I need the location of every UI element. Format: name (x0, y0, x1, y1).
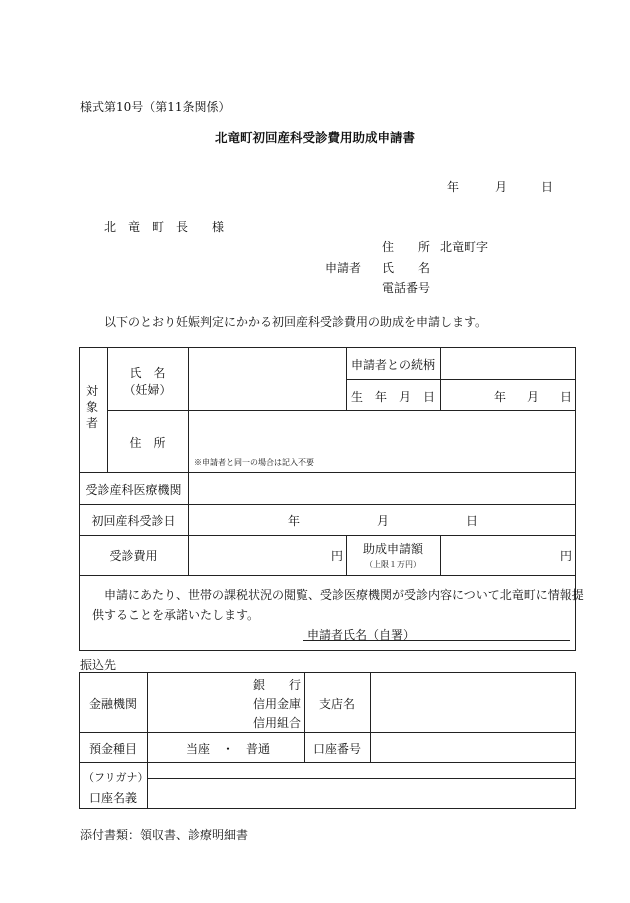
signature-label: 申請者氏名（自署） (307, 628, 416, 642)
account-type-label: 預金種目 (88, 742, 137, 756)
account-name-label: 口座名義 (88, 791, 137, 805)
date-day-label: 日 (541, 180, 554, 194)
applicant-phone-label: 電話番号 (382, 281, 431, 295)
attachments-note: 添付書類：領収書、診療明細書 (80, 828, 249, 842)
visit-year-label: 年 (288, 514, 301, 528)
visit-date-label: 初回産科受診日 (91, 514, 176, 528)
request-amount-unit: 円 (560, 549, 573, 563)
applicant-address-value[interactable]: 北竜町字 (440, 240, 489, 254)
subject-name-label: 氏 名 (129, 366, 166, 380)
birth-day-label: 日 (560, 390, 573, 404)
bank-section-label: 振込先 (80, 658, 117, 672)
subject-label: 対象者 (86, 384, 99, 430)
birth-date-label: 生 年 月 日 (350, 390, 435, 404)
cost-unit: 円 (331, 549, 344, 563)
addressee: 北 竜 町 長 様 (104, 220, 225, 234)
applicant-address-label: 住 所 (382, 240, 431, 254)
address-note: ※申請者と同一の場合は記入不要 (194, 458, 314, 467)
bank-type-shinkin[interactable]: 信用金庫 (253, 697, 302, 711)
bank-type-kumiai[interactable]: 信用組合 (253, 716, 302, 730)
consent-line-2: 供することを承諾いたします。 (92, 608, 260, 622)
clinic-label: 受診産科医療機関 (85, 483, 182, 497)
birth-month-label: 月 (527, 390, 540, 404)
birth-year-label: 年 (494, 390, 507, 404)
visit-month-label: 月 (377, 514, 390, 528)
request-amount-label: 助成申請額 (362, 542, 423, 556)
form-number: 様式第10号（第11条関係） (80, 100, 231, 114)
bank-type-bank[interactable]: 銀 行 (253, 678, 302, 692)
relation-label: 申請者との続柄 (350, 358, 435, 372)
visit-day-label: 日 (466, 514, 479, 528)
institution-label: 金融機関 (88, 697, 137, 711)
page-title: 北竜町初回産科受診費用助成申請書 (214, 130, 415, 145)
account-type-options[interactable]: 当座 ・ 普通 (186, 742, 271, 756)
request-amount-sub: （上限１万円） (365, 560, 421, 569)
furigana-label: （フリガナ） (83, 771, 149, 784)
date-year-label: 年 (447, 180, 460, 194)
furigana-field[interactable] (148, 763, 575, 778)
subject-address-label: 住 所 (129, 436, 166, 450)
account-number-field[interactable] (371, 733, 575, 762)
subject-name-sub: （妊婦） (123, 383, 172, 397)
account-number-label: 口座番号 (312, 742, 361, 756)
consent-line-1: 申請にあたり、世帯の課税状況の閲覧、受診医療機関が受診内容について北竜町に情報提 (104, 588, 584, 602)
cost-label: 受診費用 (109, 549, 158, 563)
applicant-label: 申請者 (325, 261, 362, 275)
intro-text: 以下のとおり妊娠判定にかかる初回産科受診費用の助成を申請します。 (104, 315, 488, 329)
account-name-field[interactable] (148, 779, 575, 808)
branch-label: 支店名 (318, 697, 355, 711)
branch-field[interactable] (371, 673, 575, 732)
institution-field[interactable] (148, 673, 248, 732)
applicant-name-label: 氏 名 (382, 261, 431, 275)
date-month-label: 月 (495, 180, 508, 194)
